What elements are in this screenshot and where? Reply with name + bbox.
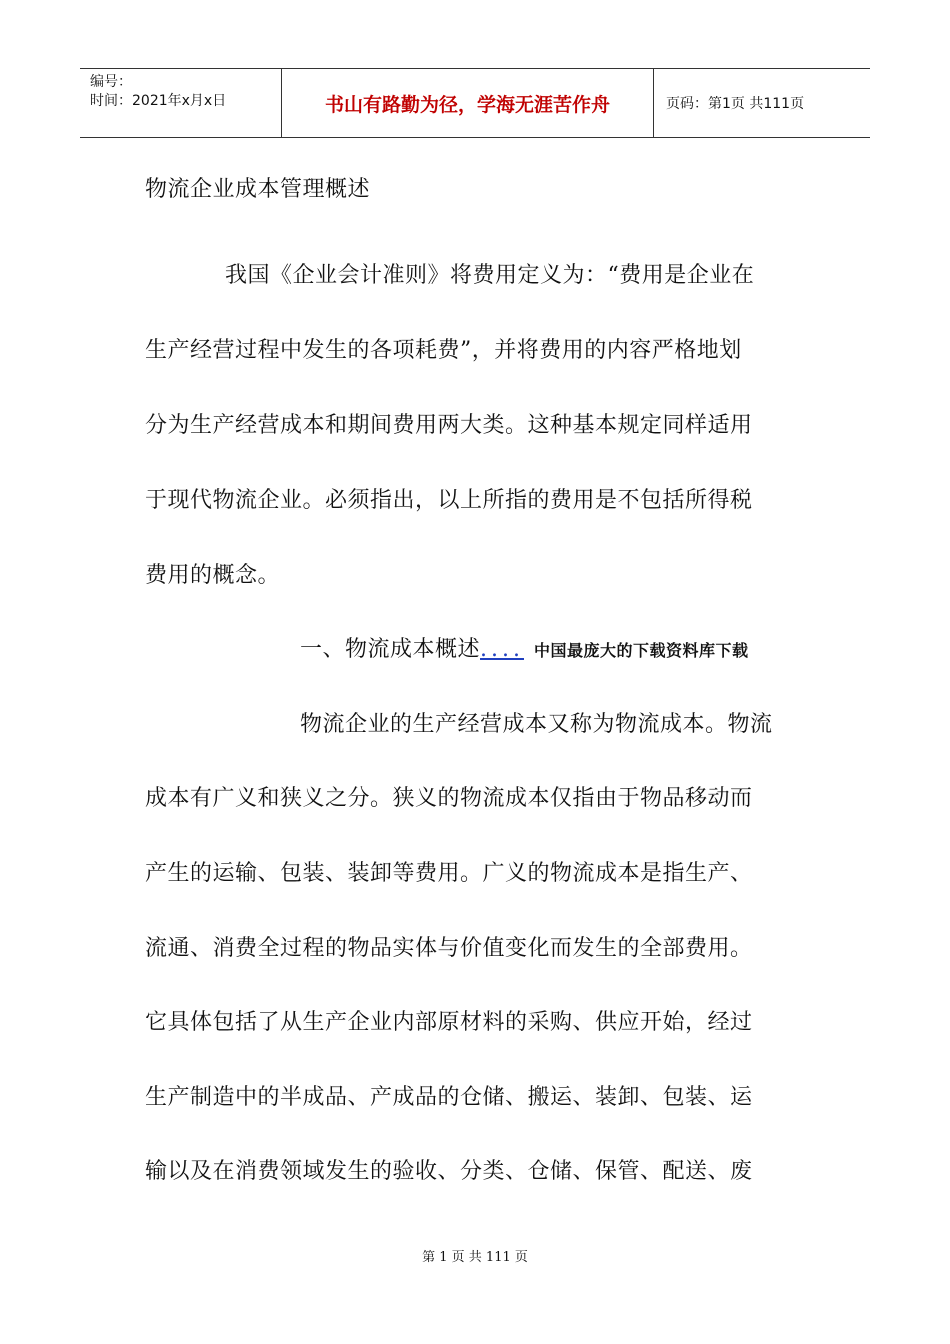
paragraph-line: 它具体包括了从生产企业内部原材料的采购、供应开始，经过 [145,1010,753,1035]
paragraph-line: 生产经营过程中发生的各项耗费”，并将费用的内容严格地划 [145,338,742,363]
section-heading-row [300,632,749,663]
paragraph-line: 输以及在消费领域发生的验收、分类、仓储、保管、配送、废 [145,1159,753,1184]
paragraph-line: 流通、消费全过程的物品实体与价值变化而发生的全部费用。 [145,936,753,961]
paragraph-line: 分为生产经营成本和期间费用两大类。这种基本规定同样适用 [145,413,753,438]
page-footer: 第 1 页 共 111 页 [422,1250,528,1265]
header-page-code: 页码：第1页 共111页 [666,96,805,112]
paragraph-line: 我国《企业会计准则》将费用定义为：“费用是企业在 [225,263,755,288]
page-header [80,68,870,138]
document-title: 物流企业成本管理概述 [145,177,371,202]
header-motto: 书山有路勤为径，学海无涯苦作舟 [282,69,654,137]
download-link[interactable]: .... [480,637,524,662]
paragraph-line: 成本有广义和狭义之分。狭义的物流成本仅指由于物品移动而 [145,786,753,811]
paragraph-line: 生产制造中的半成品、产成品的仓储、搬运、装卸、包装、运 [145,1085,753,1110]
paragraph-line: 产生的运输、包装、装卸等费用。广义的物流成本是指生产、 [145,861,753,886]
header-meta [80,69,282,137]
number-label: 编号： [90,74,132,90]
promo-text: 中国最庞大的下载资料库下载 [534,641,749,660]
section-heading: 一、物流成本概述 [300,637,481,662]
time-label: 时间：2021年x月x日 [90,93,227,109]
paragraph-line: 费用的概念。 [145,563,281,588]
paragraph-line: 物流企业的生产经营成本又称为物流成本。物流 [300,712,773,737]
paragraph-line: 于现代物流企业。必须指出，以上所指的费用是不包括所得税 [145,488,753,513]
